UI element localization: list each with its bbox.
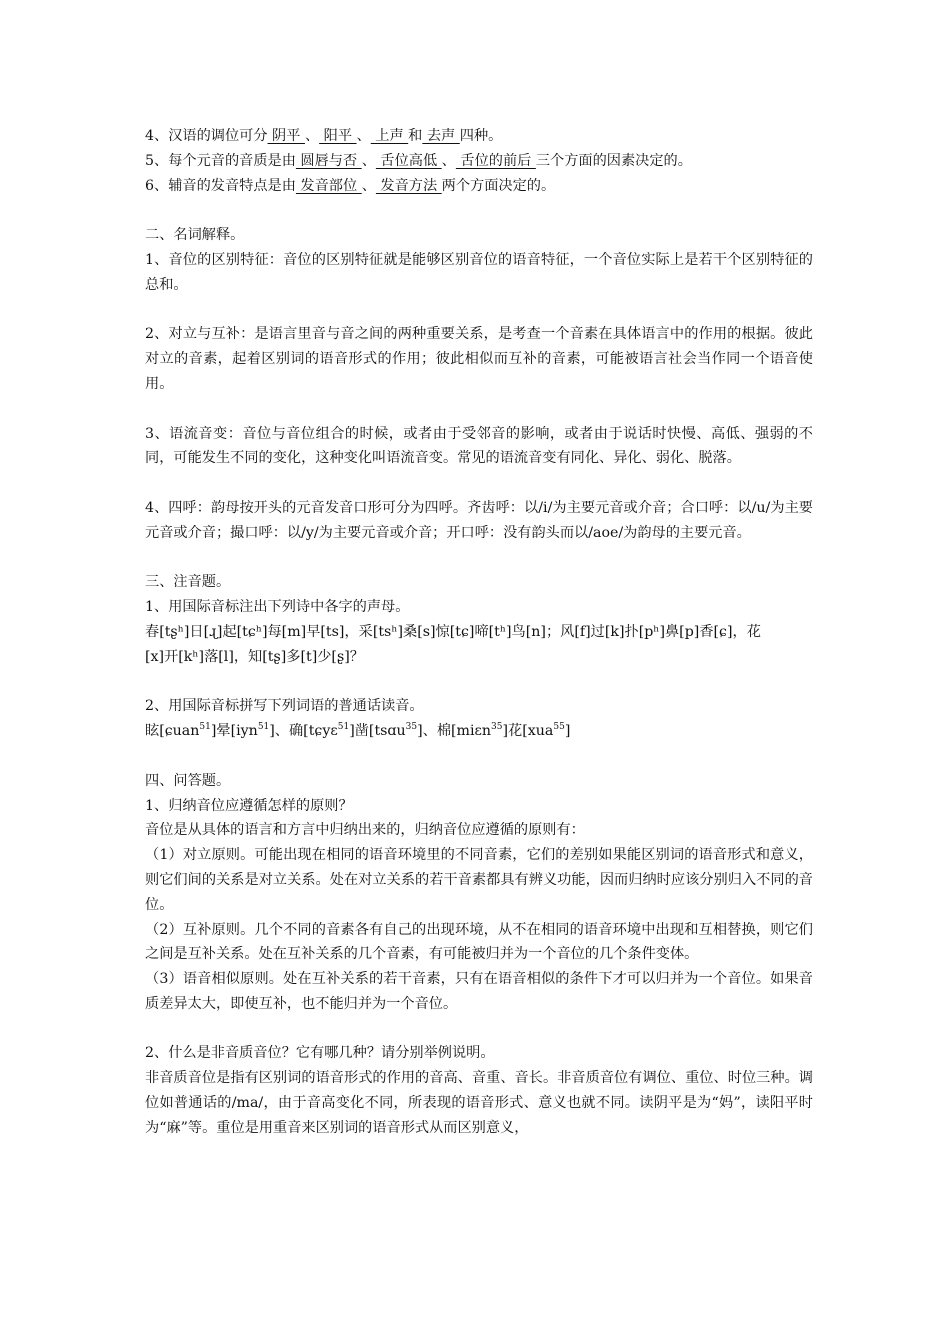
separator: 、: [356, 128, 371, 144]
definition-item: 3、语流音变：音位与音位组合的时候，或者由于受邻音的影响，或者由于说话时快慢、高低、强弱的不同，可能发生不同的变化，这种变化叫语流音变。常见的语流音变有同化、异化、弱化、脱落。: [145, 425, 813, 467]
q4-answer-1: 阴平: [267, 128, 305, 144]
ipa-answer-line: 春[tʂʰ]日[ɻ]起[tɕʰ]每[m]早[ts]，采[tsʰ]桑[s]惊[tɕ]啼[tʰ]鸟[n]；风[f]过[k]扑[pʰ]鼻[p]香[ɕ]，花: [145, 623, 761, 640]
section-heading: 二、名词解释。: [145, 227, 245, 244]
ipa-word: ]、棉[miɛn: [417, 723, 492, 740]
q5-answer-1: 圆唇与否: [295, 152, 362, 169]
fill-in-q4: [145, 124, 813, 149]
answer-intro: 音位是从具体的语言和方言中归纳出来的，归纳音位应遵循的原则有：: [145, 822, 585, 839]
answer-point: （2）互补原则。几个不同的音素各有自己的出现环境，从不在相同的语音环境中出现和互相替换，则它们之间是互补关系。处在互补关系的几个音素，有可能被归并为一个音位的几个条件变体。: [145, 921, 813, 963]
q5-prompt: 5、每个元音的音质是由: [145, 152, 296, 169]
tone-value: 35: [405, 722, 418, 733]
tone-value: 51: [337, 722, 350, 733]
question-prompt: 1、用国际音标注出下列诗中各字的声母。: [145, 599, 410, 616]
q4-prompt: 4、汉语的调位可分: [145, 128, 268, 144]
separator: 和: [408, 128, 423, 144]
tone-value: 55: [553, 722, 565, 733]
q4-suffix: 四种。: [459, 128, 503, 144]
ipa-word: 眩[ɕuan: [145, 723, 200, 740]
section-heading: 三、注音题。: [145, 574, 231, 591]
separator: 、: [361, 177, 376, 194]
ipa-answer-line: [x]开[kʰ]落[l]，知[tʂ]多[t]少[ʂ]？: [145, 648, 364, 665]
definition-item: 1、音位的区别特征：音位的区别特征就是能够区别音位的语音特征，一个音位实际上是若干个区别特征的总和。: [145, 251, 813, 293]
tone-value: 35: [491, 722, 503, 733]
q6-suffix: 两个方面决定的。: [441, 177, 556, 194]
answer-text: 非音质音位是指有区别词的语音形式的作用的音高、音重、音长。非音质音位有调位、重位、时位三种。调位如普通话的/ma/，由于音高变化不同，所表现的语音形式、意义也就不同。读阴平是为“妈”，读阳平时为“麻”等。重位是用重音来区别词的语音形式从而区别意义，: [145, 1070, 813, 1136]
q6-answer-1: 发音部位: [295, 177, 362, 194]
section-heading: 四、问答题。: [145, 772, 231, 789]
q4-answer-3: 上声: [370, 128, 409, 144]
answer-point: （1）对立原则。可能出现在相同的语音环境里的不同音素，它们的差别如果能区别词的语音形式和意义，则它们间的关系是对立关系。处在对立关系的若干音素都具有辨义功能，因而归纳时应该分别归入不同的音位。: [145, 847, 813, 913]
ipa-word: ]: [564, 723, 571, 740]
fill-in-q5: [145, 149, 813, 174]
q5-suffix: 三个方面的因素决定的。: [535, 152, 692, 169]
definition-item: 4、四呼：韵母按开头的元音发音口形可分为四呼。齐齿呼：以/i/为主要元音或介音；合口呼：以/u/为主要元音或介音；撮口呼：以/y/为主要元音或介音；开口呼：没有韵头而以/aoe/为韵母的主要元音。: [145, 499, 813, 541]
definition-item: 2、对立与互补：是语言里音与音之间的两种重要关系，是考查一个音素在具体语言中的作用的根据。彼此对立的音素，起着区别词的语音形式的作用；彼此相似而互补的音素，可能被语言社会当作同一个语音使用。: [145, 326, 813, 392]
separator: 、: [441, 152, 456, 169]
q4-answer-2: 阳平: [319, 128, 357, 144]
q4-answer-4: 去声: [422, 128, 460, 144]
separator: 、: [361, 152, 376, 169]
tone-value: 51: [257, 722, 270, 733]
question-title: 2、什么是非音质音位？它有哪几种？请分别举例说明。: [145, 1045, 495, 1062]
ipa-word-transcriptions: [145, 719, 813, 744]
ipa-word: ]花[xua: [502, 723, 554, 740]
question-prompt: 2、用国际音标拼写下列词语的普通话读音。: [145, 698, 424, 715]
ipa-word: ]凿[tsɑu: [349, 723, 406, 740]
q5-answer-3: 舌位的前后: [455, 152, 536, 169]
ipa-word: ]晕[iyn: [210, 723, 258, 740]
document-page: [145, 124, 813, 1141]
q5-answer-2: 舌位高低: [375, 152, 442, 169]
tone-value: 51: [199, 722, 211, 733]
q6-answer-2: 发音方法: [375, 177, 442, 194]
q6-prompt: 6、辅音的发音特点是由: [145, 177, 296, 194]
fill-in-q6: [145, 174, 813, 199]
separator: 、: [304, 128, 320, 144]
answer-point: （3）语音相似原则。处在互补关系的若干音素，只有在语音相似的条件下才可以归并为一个音位。如果音质差异太大，即使互补，也不能归并为一个音位。: [145, 971, 813, 1012]
question-title: 1、归纳音位应遵循怎样的原则？: [145, 797, 353, 814]
ipa-word: ]、确[tɕyɛ: [269, 723, 338, 740]
